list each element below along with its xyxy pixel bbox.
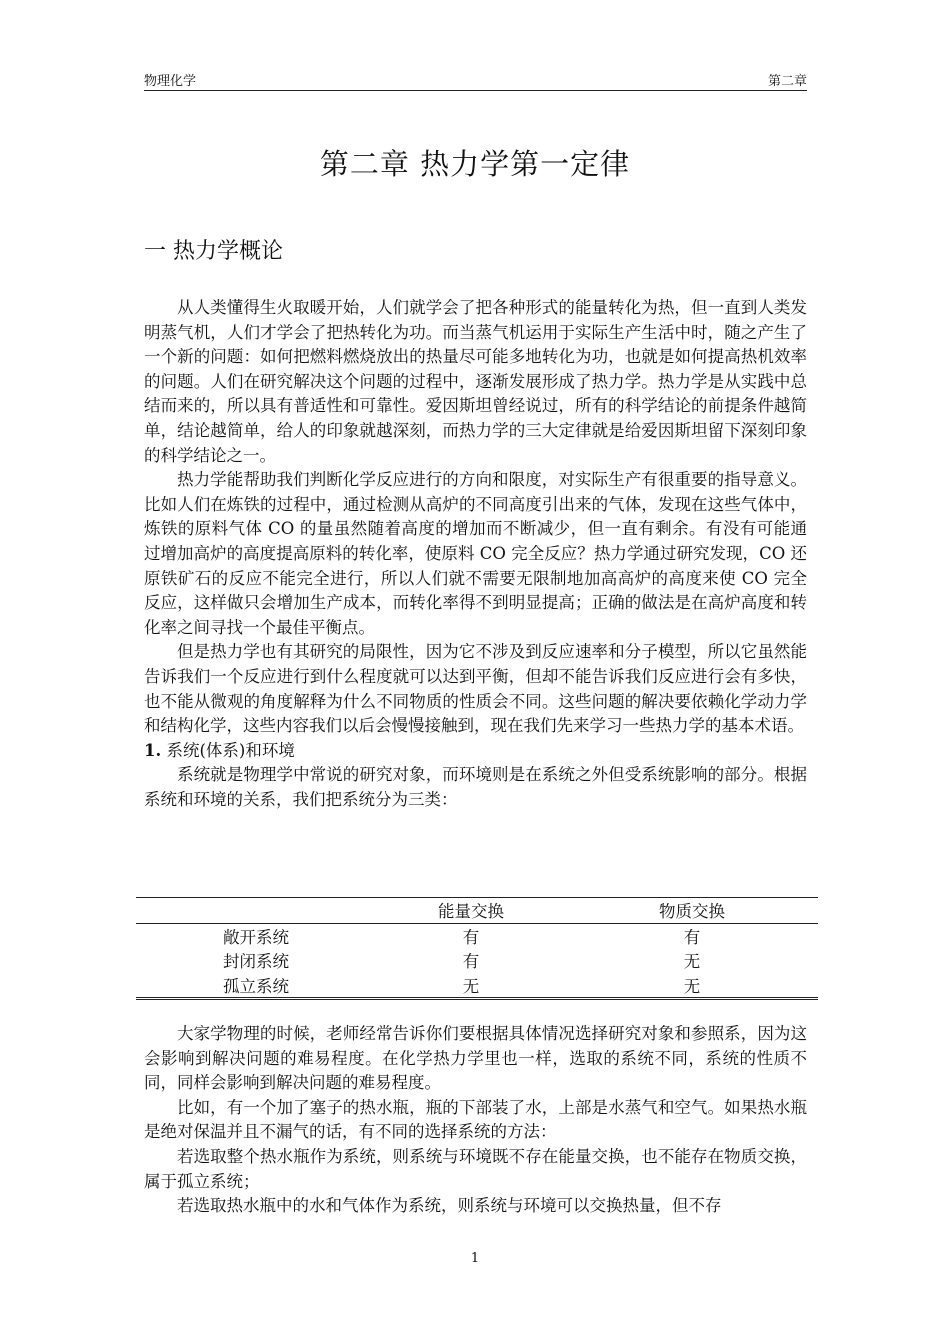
table-row <box>136 923 818 948</box>
paragraph: 若选取整个热水瓶作为系统，则系统与环境既不存在能量交换，也不能存在物质交换，属于孤立系统； <box>144 1146 807 1191</box>
table-cell: 无 <box>683 952 701 972</box>
body-text-top <box>144 296 807 812</box>
section-heading: 一 热力学概论 <box>144 239 283 264</box>
paragraph: 热力学能帮助我们判断化学反应进行的方向和限度，对实际生产有很重要的指导意义。比如人们在炼铁的过程中，通过检测从高炉的不同高度引出来的气体，发现在这些气体中，炼铁的原料气体 CO 的量虽然随着高度的增加而不断减少，但一直有剩余。有没有可能通过增加高炉的高度提高原料的转化率，使原料 CO 完全反应？热力学通过研究发现，CO 还原铁矿石的反应不能完全进行，所以人们就不需要无限制地加高高炉的高度来使 CO 完全反应，这样做只会增加生产成本，而转化率得不到明显提高；正确的做法是在高炉高度和转化率之间寻找一个最佳平衡点。 <box>144 470 807 637</box>
chapter-title: 第二章 热力学第一定律 <box>319 147 631 181</box>
paragraph: 比如，有一个加了塞子的热水瓶，瓶的下部装了水，上部是水蒸气和空气。如果热水瓶是绝对保温并且不漏气的话，有不同的选择系统的方法： <box>144 1097 807 1142</box>
table-header-row <box>136 898 818 924</box>
subsection-number: 1. <box>144 740 162 760</box>
page-number: 1 <box>470 1251 480 1266</box>
table-header-cell: 物质交换 <box>566 898 818 924</box>
paragraph: 若选取热水瓶中的水和气体作为系统，则系统与环境可以交换热量，但不存 <box>177 1196 722 1216</box>
table-cell: 有 <box>683 927 701 947</box>
table-cell: 无 <box>566 973 818 999</box>
paragraph: 但是热力学也有其研究的局限性，因为它不涉及到反应速率和分子模型，所以它虽然能告诉我们一个反应进行到什么程度就可以达到平衡，但却不能告诉我们反应进行会有多快，也不能从微观的角度解释为什么不同物质的性质会不同。这些问题的解决要依赖化学动力学和结构化学，这些内容我们以后会慢慢接触到，现在我们先来学习一些热力学的基本术语。 <box>144 642 807 736</box>
table-row <box>136 973 818 999</box>
table-cell: 封闭系统 <box>223 952 289 972</box>
paragraph: 从人类懂得生火取暖开始，人们就学会了把各种形式的能量转化为热，但一直到人类发明蒸气机，人们才学会了把热转化为功。而当蒸气机运用于实际生产生活中时，随之产生了一个新的问题：如何把燃料燃烧放出的热量尽可能多地转化为功，也就是如何提高热机效率的问题。人们在研究解决这个问题的过程中，逐渐发展形成了热力学。热力学是从实践中总结而来的，所以具有普适性和可靠性。爱因斯坦曾经说过，所有的科学结论的前提条件越简单，结论越简单，给人的印象就越深刻，而热力学的三大定律就是给爱因斯坦留下深刻印象的科学结论之一。 <box>144 298 807 465</box>
table-header-cell <box>136 898 376 924</box>
subsection-heading <box>144 739 807 764</box>
table-cell: 有 <box>462 952 480 972</box>
table-cell: 孤立系统 <box>136 973 376 999</box>
table-cell: 敞开系统 <box>223 927 289 947</box>
table-header-cell: 能量交换 <box>376 898 566 924</box>
body-text-bottom <box>144 1022 807 1219</box>
table-cell: 无 <box>376 973 566 999</box>
table-cell: 有 <box>462 927 480 947</box>
subsection-label: 系统(体系)和环境 <box>166 740 295 760</box>
system-types-table <box>136 897 818 1000</box>
paragraph: 大家学物理的时候，老师经常告诉你们要根据具体情况选择研究对象和参照系，因为这会影响到解决问题的难易程度。在化学热力学里也一样，选取的系统不同，系统的性质不同，同样会影响到解决问题的难易程度。 <box>144 1024 807 1093</box>
page-header <box>144 68 807 91</box>
table-row <box>136 948 818 973</box>
header-book-title: 物理化学 <box>144 74 197 89</box>
header-chapter: 第二章 <box>767 74 807 89</box>
paragraph: 系统就是物理学中常说的研究对象，而环境则是在系统之外但受系统影响的部分。根据系统和环境的关系，我们把系统分为三类： <box>144 765 807 809</box>
